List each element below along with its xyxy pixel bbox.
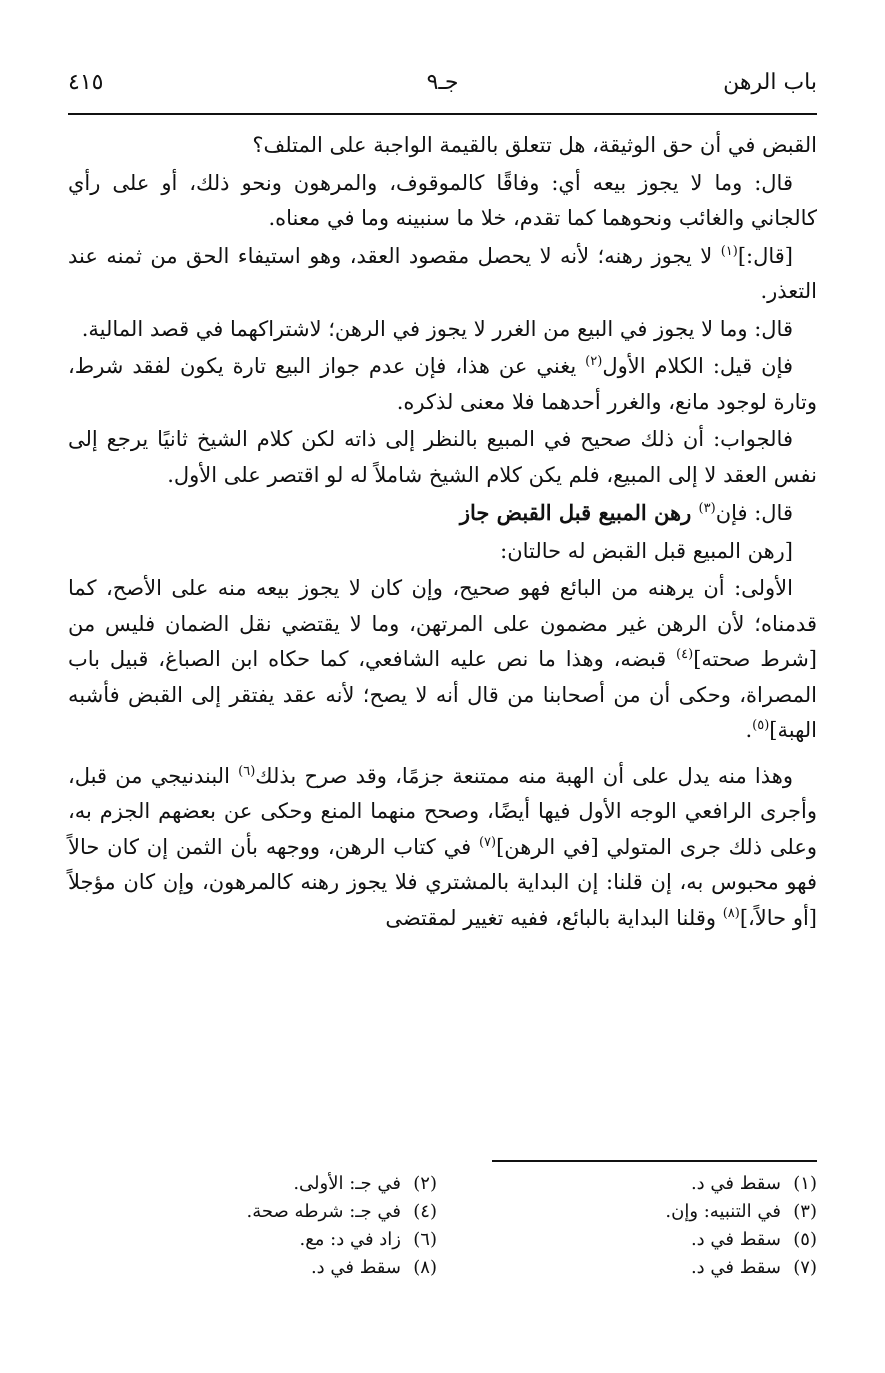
footnote-ref: (٤) [676,647,694,662]
paragraph-8: [رهن المبيع قبل القبض له حالتان: [500,538,793,563]
footnote-ref: (٥) [752,718,770,733]
paragraph-3: [قال:]$^{(١)}$ لا يجوز رهنه؛ لأنه لا يحصل مقصود العقد، وهو استيفاء الحق من ثمنه عند التعذر. [68,243,817,303]
paragraph-9: الأولى: أن يرهنه من البائع فهو صحيح، وإن كان لا يجوز بيعه منه على الأصح، كما قدمناه؛ لأن الرهن غير مضمون على المرتهن، وما لا يقتضي نقل الضمان فليس من [شرط صحته]$^{(٤)}$ قبضه، وهذا ما نص عليه الشافعي، كما حكاه ابن الصباغ، قبيل باب المصراة، وحكى أن من أصحابنا من قال أنه لا يصح؛ لأنه عقد يفتقر إلى القبض فأشبه الهبة]$^{(٥)}$. [68,576,818,742]
footnote-ref: (٨) [722,905,740,921]
matn-text: رهن المبيع قبل القبض جاز [459,500,699,525]
footnote-divider [492,1160,817,1162]
footnote-ref: (٢) [585,354,603,369]
footnote-ref: (٣) [698,501,716,516]
main-text [68,128,817,936]
header-divider [68,113,817,115]
footnote-item: (٢)في جـ: الأولى. [293,1173,437,1194]
footnote-item: (٦)زاد في د: مع. [299,1229,437,1250]
footnote-item: (١)سقط في د. [690,1173,817,1194]
footnote-item: (٨)سقط في د. [310,1257,437,1278]
chapter-title: باب الرهن [723,70,817,95]
volume-label: جـ٩ [426,70,459,95]
footnote-ref: (٦) [238,763,256,779]
footnotes-column-left [77,1170,437,1282]
footnote-item: (٥)سقط في د. [690,1229,817,1250]
footnote-ref: (١) [720,243,738,259]
footnote-item: (٧)سقط في د. [690,1257,817,1278]
paragraph-10: وهذا منه يدل على أن الهبة منه ممتنعة جزمًا، وقد صرح بذلك$^{(٦)}$ البندنيجي من قبل، وأجرى الرافعي الوجه الأول فيها أيضًا، وصحح منهما المنع وحكى عن بعضهم الجزم به، وعلى ذلك جرى المتولي [في الرهن]$^{(٧)}$ في كتاب الرهن، ووجهه بأن الثمن إن كان حالاً فهو محبوس به، إن قلنا: إن البداية بالمشتري فلا يجوز رهنه كالمرهون، وإن كان مؤجلاً [أو حالاً،]$^{(٨)}$ وقلنا البداية بالبائع، ففيه تغيير لمقتضى [68,763,817,930]
paragraph-6: فالجواب: أن ذلك صحيح في المبيع بالنظر إلى ذاته لكن كلام الشيخ ثانيًا يرجع إلى نفس العقد لا إلى المبيع، فلم يكن كلام الشيخ شاملاً له لو اقتصر على الأول. [68,427,817,487]
paragraph-2: قال: وما لا يجوز بيعه أي: وفاقًا كالموقوف، والمرهون ونحو ذلك، أو على رأي كالجاني والغائب ونحوهما كما تقدم، خلا ما سنبينه وما في معناه. [68,170,817,230]
running-header [68,62,817,102]
paragraph-7: قال: فإن$^{(٣)}$ رهن المبيع قبل القبض جاز [459,500,793,525]
paragraph-4: قال: وما لا يجوز في البيع من الغرر لا يجوز في الرهن؛ لاشتراكهما في قصد المالية. [81,316,793,341]
footnote-item: (٤)في جـ: شرطه صحة. [246,1201,437,1222]
footnote-item: (٣)في التنبيه: وإن. [665,1201,817,1222]
paragraph-1: القبض في أن حق الوثيقة، هل تتعلق بالقيمة الواجبة على المتلف؟ [252,133,817,157]
paragraph-5: فإن قيل: الكلام الأول$^{(٢)}$ يغني عن هذا، فإن عدم جواز البيع تارة يكون لفقد شرط، وتارة لوجود مانع، والغرر أحدهما فلا معنى لذكره. [68,354,817,414]
page-number: ٤١٥ [68,70,104,95]
footnotes-column-right [457,1170,817,1282]
footnote-ref: (٧) [478,834,497,850]
